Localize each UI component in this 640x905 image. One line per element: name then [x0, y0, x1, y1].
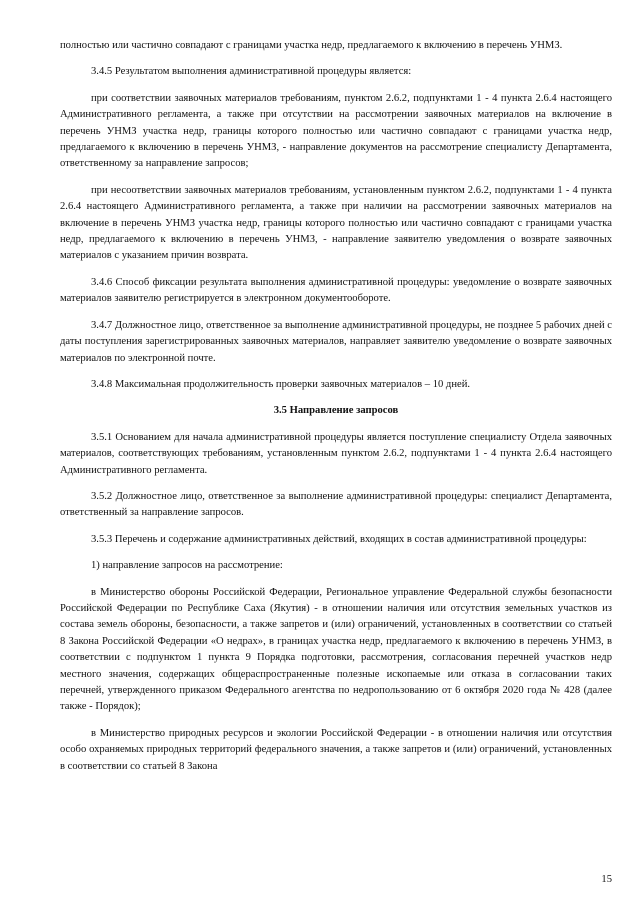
paragraph-ministry-defense: в Министерство обороны Российской Федерации, Региональное управление Федеральной службы безопасности Российской Федерации по Республике Саха (Якутия) - в отношении наличия или отсутствия земельных участков из состава земель обороны, безопасности, а также запретов и (или) ограничений, установленных в соответствии со статьей 8 Закона Российской Федерации «О недрах», в границах участка недр, предлагаемого к включению в перечень УНМЗ, в соответствии с подпунктом 1 пункта 9 Порядка подготовки, рассмотрения, согласования перечней участков недр местного значения, содержащих общераспространенные полезные ископаемые или отказа в согласовании таких перечней, утвержденного приказом Федерального агентства по недропользованию от 6 октября 2020 года № 428 (далее также - Порядок);	[60, 586, 612, 713]
paragraph-3-4-7: 3.4.7 Должностное лицо, ответственное за выполнение административной процедуры, не позднее 5 рабочих дней с даты поступления зарегистрированных заявочных материалов, направляет заявителю уведомление о возврате заявочных материалов по электронной почте.	[60, 319, 612, 364]
paragraph-continuation: полностью или частично совпадают с границами участка недр, предлагаемого к включению в перечень УНМЗ.	[60, 40, 563, 51]
paragraph-ministry-natural-resources: в Министерство природных ресурсов и экологии Российской Федерации - в отношении наличия или отсутствия особо охраняемых природных территорий федерального значения, а также запретов и (или) ограничений, установленных в соответствии со статьей 8 Закона	[60, 727, 612, 772]
paragraph-3-4-6: 3.4.6 Способ фиксации результата выполнения административной процедуры: уведомление о возврате заявочных материалов заявителю регистрируется в электронном документообороте.	[60, 276, 612, 305]
paragraph-3-5-1: 3.5.1 Основанием для начала административной процедуры является поступление специалисту Отдела заявочных материалов, соответствующих требованиям, установленным пунктом 2.6.2, подпунктами 1 - 4 пункта 2.6.4 настоящего Административного регламента.	[60, 431, 612, 476]
section-heading: 3.5 Направление запросов	[273, 405, 399, 417]
paragraph-3-5-2: 3.5.2 Должностное лицо, ответственное за выполнение административной процедуры: специалист Департамента, ответственный за направление запросов.	[60, 490, 612, 519]
paragraph-compliance: при соответствии заявочных материалов требованиям, пунктом 2.6.2, подпунктами 1 - 4 пункта 2.6.4 настоящего Административного регламента, а также при отсутствии на рассмотрении заявочных материалов на включение в перечень УНМЗ участка недр, границы которого полностью или частично совпадают с границами участка недр, предлагаемого к включению в перечень УНМЗ, - направление документов на рассмотрение специалисту Департамента, ответственному за направление запросов;	[60, 92, 612, 170]
paragraph-3-4-5: 3.4.5 Результатом выполнения административной процедуры является:	[91, 66, 412, 78]
paragraph-3-5-3: 3.5.3 Перечень и содержание административных действий, входящих в состав административной процедуры:	[91, 533, 587, 545]
paragraph-list-item-1: 1) направление запросов на рассмотрение:	[91, 560, 283, 572]
page-number: 15	[601, 874, 612, 885]
paragraph-non-compliance: при несоответствии заявочных материалов требованиям, установленным пунктом 2.6.2, подпунктами 1 - 4 пункта 2.6.4 настоящего Административного регламента, а также при наличии на рассмотрении заявочных материалов на включение в перечень УНМЗ участка недр, границы которого полностью или частично совпадают с границами участка недр, предлагаемого к включению в перечень УНМЗ, - направление заявителю уведомления о возврате заявочных материалов с указанием причин возврата.	[60, 184, 612, 262]
paragraph-3-4-8: 3.4.8 Максимальная продолжительность проверки заявочных материалов – 10 дней.	[91, 378, 471, 390]
